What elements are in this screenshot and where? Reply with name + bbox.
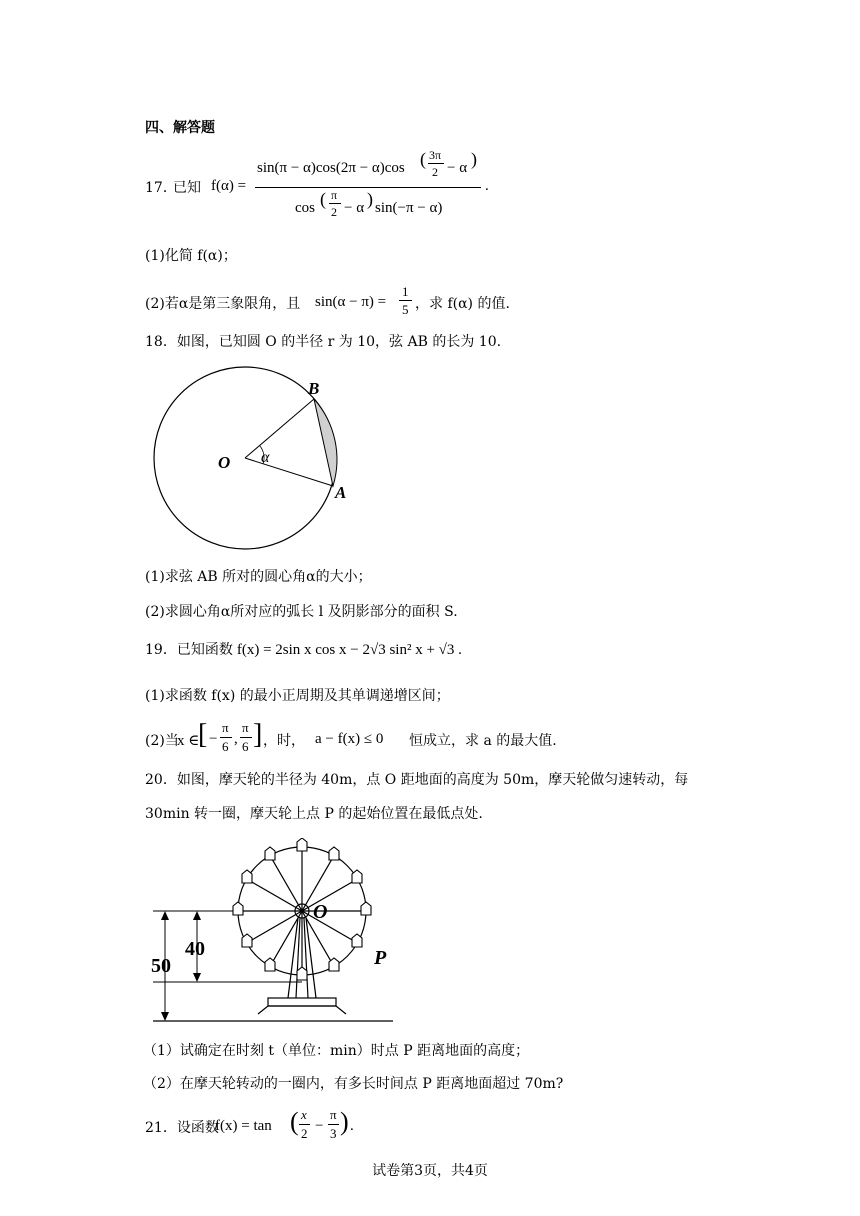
q17-frac-pi-den: 2	[331, 205, 337, 219]
gondola-3	[352, 870, 362, 883]
q17-intro: 已知	[173, 180, 201, 196]
q21-minus: −	[315, 1118, 324, 1134]
q21-paren-close: )	[340, 1107, 349, 1136]
gondola-4	[361, 902, 371, 915]
q17-sub2-bar	[399, 300, 412, 301]
q17-end: .	[485, 178, 489, 194]
q21-frac-x-num: x	[301, 1107, 307, 1122]
q17-den-part2: sin(−π − α)	[375, 200, 443, 216]
q17-lhs: f(α) =	[211, 178, 247, 194]
gondola-1	[297, 838, 307, 851]
label-40: 40	[185, 938, 205, 960]
q19-x-in: x ∈	[177, 733, 200, 749]
q17-frac-3pi-num: 3π	[429, 148, 442, 162]
arrow-50-bottom	[161, 1012, 169, 1021]
q17-sub2-pre: (2)若α是第三象限角，且	[145, 296, 301, 312]
q17-den-cos: cos	[295, 200, 315, 216]
q21-end: .	[350, 1118, 354, 1134]
label-O: O	[218, 453, 231, 472]
label-A: A	[335, 483, 347, 502]
base-platform	[258, 1006, 346, 1014]
arrow-40-bottom	[193, 973, 201, 982]
radius-OA	[245, 458, 333, 486]
question-21	[145, 1106, 445, 1146]
q17-den-paren-open: (	[320, 189, 326, 209]
page-footer: 试卷第3页，共4页	[372, 1163, 488, 1179]
gondola-7	[297, 967, 307, 980]
q17-minus-alpha: − α	[447, 160, 468, 176]
radius-OB	[245, 399, 314, 458]
q17-paren-open: (	[420, 149, 426, 169]
q19-sub2-post: ，时，	[263, 733, 305, 749]
q19-bracket-close: ]	[253, 719, 263, 750]
label-P: P	[374, 947, 387, 969]
q21-frac-x-bar	[299, 1124, 310, 1125]
q19-int-a-bar	[220, 737, 232, 738]
label-O: O	[313, 901, 328, 923]
q19-int-comma: ,	[234, 731, 238, 747]
q21-pre: 21．设函数	[145, 1120, 219, 1136]
q20-sub1: （1）试确定在时刻 t（单位：min）时点 P 距离地面的高度；	[143, 1043, 530, 1059]
q17-fraction-bar	[255, 187, 481, 188]
q21-frac-pi-bar	[328, 1124, 339, 1125]
q19-int-a-num: π	[222, 720, 229, 735]
circle-diagram	[148, 364, 358, 554]
q20-line2: 30min 转一圈，摩天轮上点 P 的起始位置在最低点处.	[145, 806, 483, 822]
q19-func: f(x) = 2sin x cos x − 2√3 sin² x + √3 .	[236, 642, 462, 658]
q19-sub2	[145, 717, 585, 763]
gondola-12	[265, 847, 275, 860]
label-B: B	[308, 379, 320, 398]
shaded-segment	[314, 399, 337, 486]
q17-frac-3pi-den: 2	[432, 165, 438, 179]
q18-text: 18．如图，已知圆 O 的半径 r 为 10，弦 AB 的长为 10.	[145, 334, 502, 350]
section-heading: 四、解答题	[145, 120, 215, 136]
q17-sub1: (1)化简 f(α)；	[145, 248, 237, 264]
q19-int-a-sign: −	[209, 731, 218, 747]
q19-line	[145, 640, 462, 660]
q17-paren-close: )	[471, 149, 477, 169]
q17-den-paren-close: )	[367, 189, 373, 209]
q19-bracket-open: [	[198, 719, 208, 750]
arrow-40-top	[193, 911, 201, 920]
q19-int-b-den: 6	[242, 739, 249, 754]
q17-sub2-post: ，求 f(α) 的值.	[415, 296, 510, 312]
q18-sub2: (2)求圆心角α所对应的弧长 l 及阴影部分的面积 S.	[145, 604, 458, 620]
q19-sub1: (1)求函数 f(x) 的最小正周期及其单调递增区间；	[145, 688, 450, 704]
q19-pre: 19．已知函数	[145, 642, 233, 658]
q17-den-minus-alpha: − α	[344, 200, 365, 216]
q21-frac-pi-den: 3	[330, 1126, 337, 1141]
label-alpha: α	[261, 449, 270, 466]
q20-sub2: （2）在摩天轮转动的一圈内，有多长时间点 P 距离地面超过 70m?	[143, 1076, 564, 1092]
q17-numerator-part1: sin(π − α)cos(2π − α)cos	[257, 160, 405, 176]
q21-func-lhs: f(x) = tan	[215, 1118, 272, 1134]
q21-frac-pi-num: π	[330, 1107, 337, 1122]
arrow-50-top	[161, 911, 169, 920]
q21-frac-x-den: 2	[301, 1126, 308, 1141]
q17-sub2-den: 5	[402, 302, 409, 317]
q17-frac-pi-bar	[329, 203, 341, 204]
base-block	[268, 998, 336, 1006]
gondola-10	[233, 902, 243, 915]
q21-paren-open: (	[290, 1107, 299, 1136]
q17-sub2-expr: sin(α − π) =	[315, 294, 387, 310]
gondola-2	[329, 847, 339, 860]
q19-int-a-den: 6	[222, 739, 229, 754]
label-50: 50	[151, 955, 171, 977]
q17-number: 17．	[145, 180, 177, 196]
q17-frac-3pi-bar	[428, 163, 444, 164]
ferris-wheel-diagram	[148, 838, 398, 1028]
q18-sub1: (1)求弦 AB 所对的圆心角α的大小；	[145, 569, 372, 585]
q17-sub2-num: 1	[402, 284, 409, 299]
q19-int-b-bar	[240, 737, 252, 738]
q19-int-b-num: π	[242, 720, 249, 735]
q19-sub2-end: 恒成立，求 a 的最大值.	[409, 733, 557, 749]
q17-frac-pi-num: π	[331, 188, 338, 202]
gondola-11	[242, 870, 252, 883]
q19-sub2-ineq: a − f(x) ≤ 0	[315, 731, 384, 747]
q19-sub2-pre: (2)当	[145, 733, 179, 749]
question-17	[145, 146, 565, 228]
q17-sub2	[145, 284, 565, 324]
q20-line1: 20．如图，摩天轮的半径为 40m，点 O 距地面的高度为 50m，摩天轮做匀速转动，每	[145, 772, 689, 788]
